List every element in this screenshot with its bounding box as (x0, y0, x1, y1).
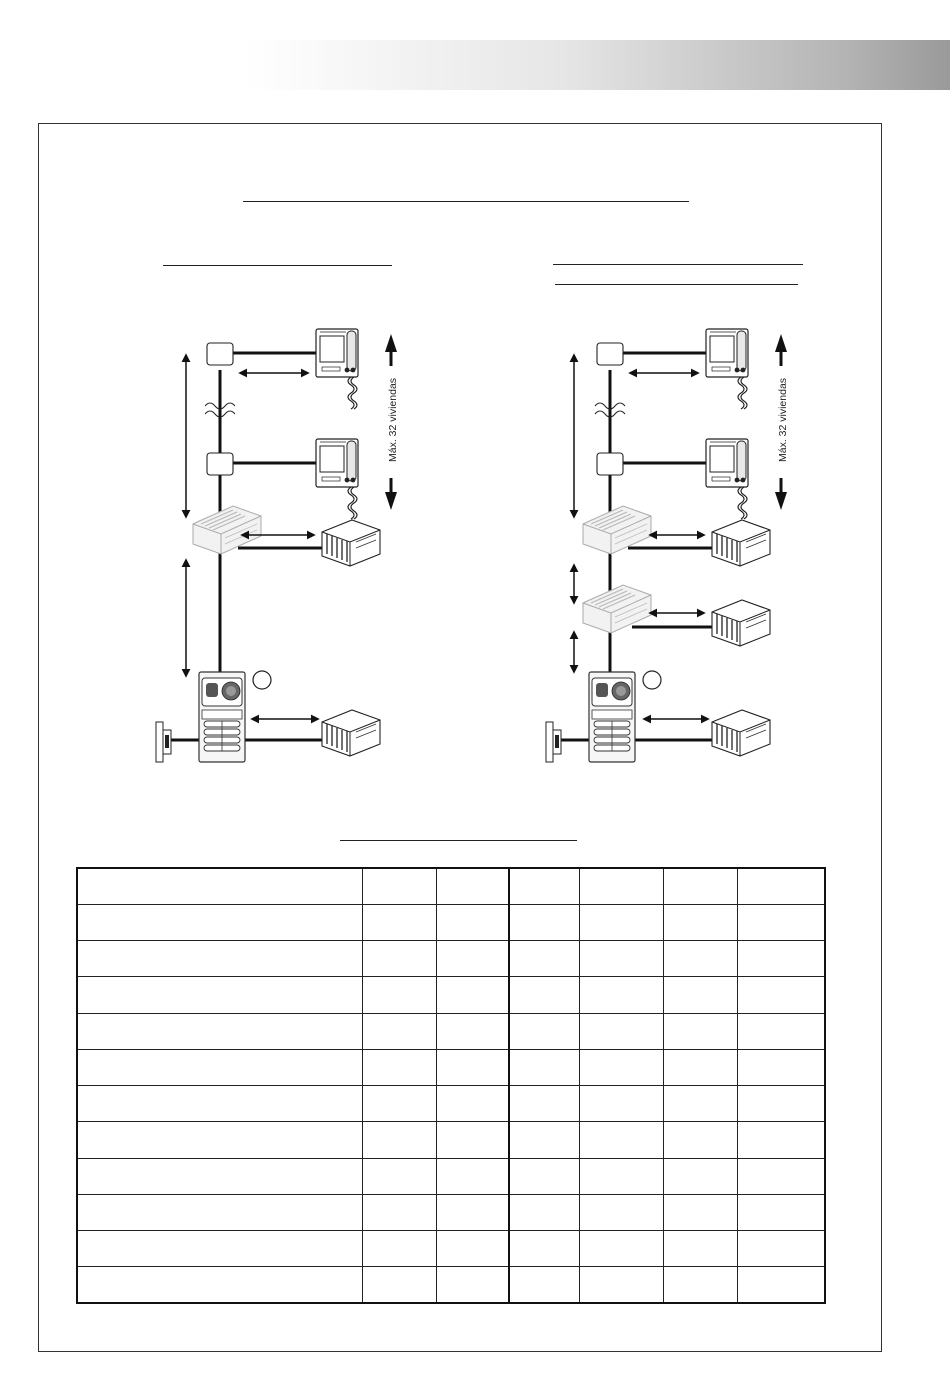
table-cell (362, 977, 436, 1013)
table-cell (737, 1194, 825, 1230)
table-row (77, 904, 825, 940)
table-cell (579, 1013, 663, 1049)
junction-box (597, 343, 623, 365)
right-system (546, 329, 789, 762)
door-lock-icon (156, 722, 171, 762)
table-row (77, 1086, 825, 1122)
table-cell (579, 977, 663, 1013)
table-cell (663, 1013, 737, 1049)
table-cell (77, 1231, 362, 1267)
table-cell (362, 904, 436, 940)
table-cell (77, 941, 362, 977)
table-cell (663, 1049, 737, 1085)
arrow-up-icon (385, 334, 397, 366)
table-cell (663, 1194, 737, 1230)
monitor-icon (706, 329, 748, 409)
junction-box (597, 453, 623, 475)
table-row (77, 868, 825, 904)
table-cell (509, 1194, 579, 1230)
table-cell (509, 1086, 579, 1122)
table-row (77, 941, 825, 977)
monitor-icon (316, 439, 358, 519)
table-cell (579, 1267, 663, 1303)
table-cell (509, 977, 579, 1013)
power-supply-icon (322, 520, 380, 566)
table-cell (663, 1086, 737, 1122)
table-cell (663, 1267, 737, 1303)
table-cell (579, 941, 663, 977)
power-supply-icon (712, 600, 770, 646)
table-cell (509, 941, 579, 977)
table-cell (362, 1049, 436, 1085)
table-cell (737, 1013, 825, 1049)
table-cell (737, 1049, 825, 1085)
door-lock-icon (546, 722, 561, 762)
table-cell (579, 1231, 663, 1267)
table-cell (737, 868, 825, 904)
table-cell (436, 904, 509, 940)
arrow-down-icon (775, 478, 787, 510)
table-cell (436, 868, 509, 904)
table-cell (77, 1267, 362, 1303)
table-cell (737, 977, 825, 1013)
table-cell (509, 1231, 579, 1267)
table-cell (362, 1013, 436, 1049)
table-row (77, 977, 825, 1013)
table-cell (509, 1013, 579, 1049)
table-cell (436, 1013, 509, 1049)
table-cell (362, 1267, 436, 1303)
table-cell (77, 1013, 362, 1049)
table-cell (362, 941, 436, 977)
table-cell (436, 1049, 509, 1085)
power-supply-icon (712, 710, 770, 756)
table-row (77, 1049, 825, 1085)
table-cell (737, 1231, 825, 1267)
table-cell (663, 1158, 737, 1194)
door-panel-icon (589, 672, 635, 762)
junction-box (207, 453, 233, 475)
table-row (77, 1013, 825, 1049)
table-cell (579, 1049, 663, 1085)
table-cell (579, 1086, 663, 1122)
table-cell (77, 977, 362, 1013)
monitor-icon (706, 439, 748, 519)
cable-section-table (76, 867, 826, 1304)
table-row (77, 1122, 825, 1158)
table-cell (362, 1086, 436, 1122)
table-row (77, 1194, 825, 1230)
table-cell (663, 977, 737, 1013)
table-row (77, 1231, 825, 1267)
table-cell (77, 1158, 362, 1194)
table-cell (362, 1194, 436, 1230)
power-supply-icon (322, 710, 380, 756)
table-row (77, 1267, 825, 1303)
table-cell (737, 904, 825, 940)
table-cell (362, 868, 436, 904)
table-cell (77, 1194, 362, 1230)
table-cell (509, 868, 579, 904)
table-cell (77, 1122, 362, 1158)
table-cell (77, 1086, 362, 1122)
table-cell (436, 1194, 509, 1230)
table-cell (77, 1049, 362, 1085)
arrow-up-icon (775, 334, 787, 366)
arrow-down-icon (385, 478, 397, 510)
table-cell (436, 1158, 509, 1194)
table-cell (579, 1158, 663, 1194)
table-cell (579, 1122, 663, 1158)
table-cell (737, 1267, 825, 1303)
table-cell (362, 1158, 436, 1194)
table-cell (362, 1231, 436, 1267)
table-cell (737, 1158, 825, 1194)
table-cell (579, 868, 663, 904)
table-cell (436, 1267, 509, 1303)
table-cell (579, 1194, 663, 1230)
left-system (156, 329, 399, 762)
table-cell (436, 977, 509, 1013)
table-cell (77, 904, 362, 940)
table-cell (436, 1122, 509, 1158)
table-cell (663, 1231, 737, 1267)
table-cell (663, 868, 737, 904)
junction-box (207, 343, 233, 365)
table-cell (663, 1122, 737, 1158)
table-cell (737, 941, 825, 977)
reference-circle (643, 671, 661, 689)
table-cell (737, 1086, 825, 1122)
table-cell (737, 1122, 825, 1158)
reference-circle (253, 671, 271, 689)
table-cell (436, 1086, 509, 1122)
table-cell (509, 1158, 579, 1194)
monitor-icon (316, 329, 358, 409)
table-cell (509, 1049, 579, 1085)
table-cell (509, 1122, 579, 1158)
table-cell (436, 941, 509, 977)
table-cell (663, 904, 737, 940)
table-cell (362, 1122, 436, 1158)
table-cell (509, 904, 579, 940)
power-supply-icon (712, 520, 770, 566)
door-panel-icon (199, 672, 245, 762)
max-dwellings-label: Máx. 32 viviendas (387, 377, 399, 462)
table-cell (436, 1231, 509, 1267)
table-cell (663, 941, 737, 977)
table-cell (509, 1267, 579, 1303)
max-dwellings-label: Máx. 32 viviendas (777, 377, 789, 462)
table-cell (579, 904, 663, 940)
table-cell (77, 868, 362, 904)
table-row (77, 1158, 825, 1194)
